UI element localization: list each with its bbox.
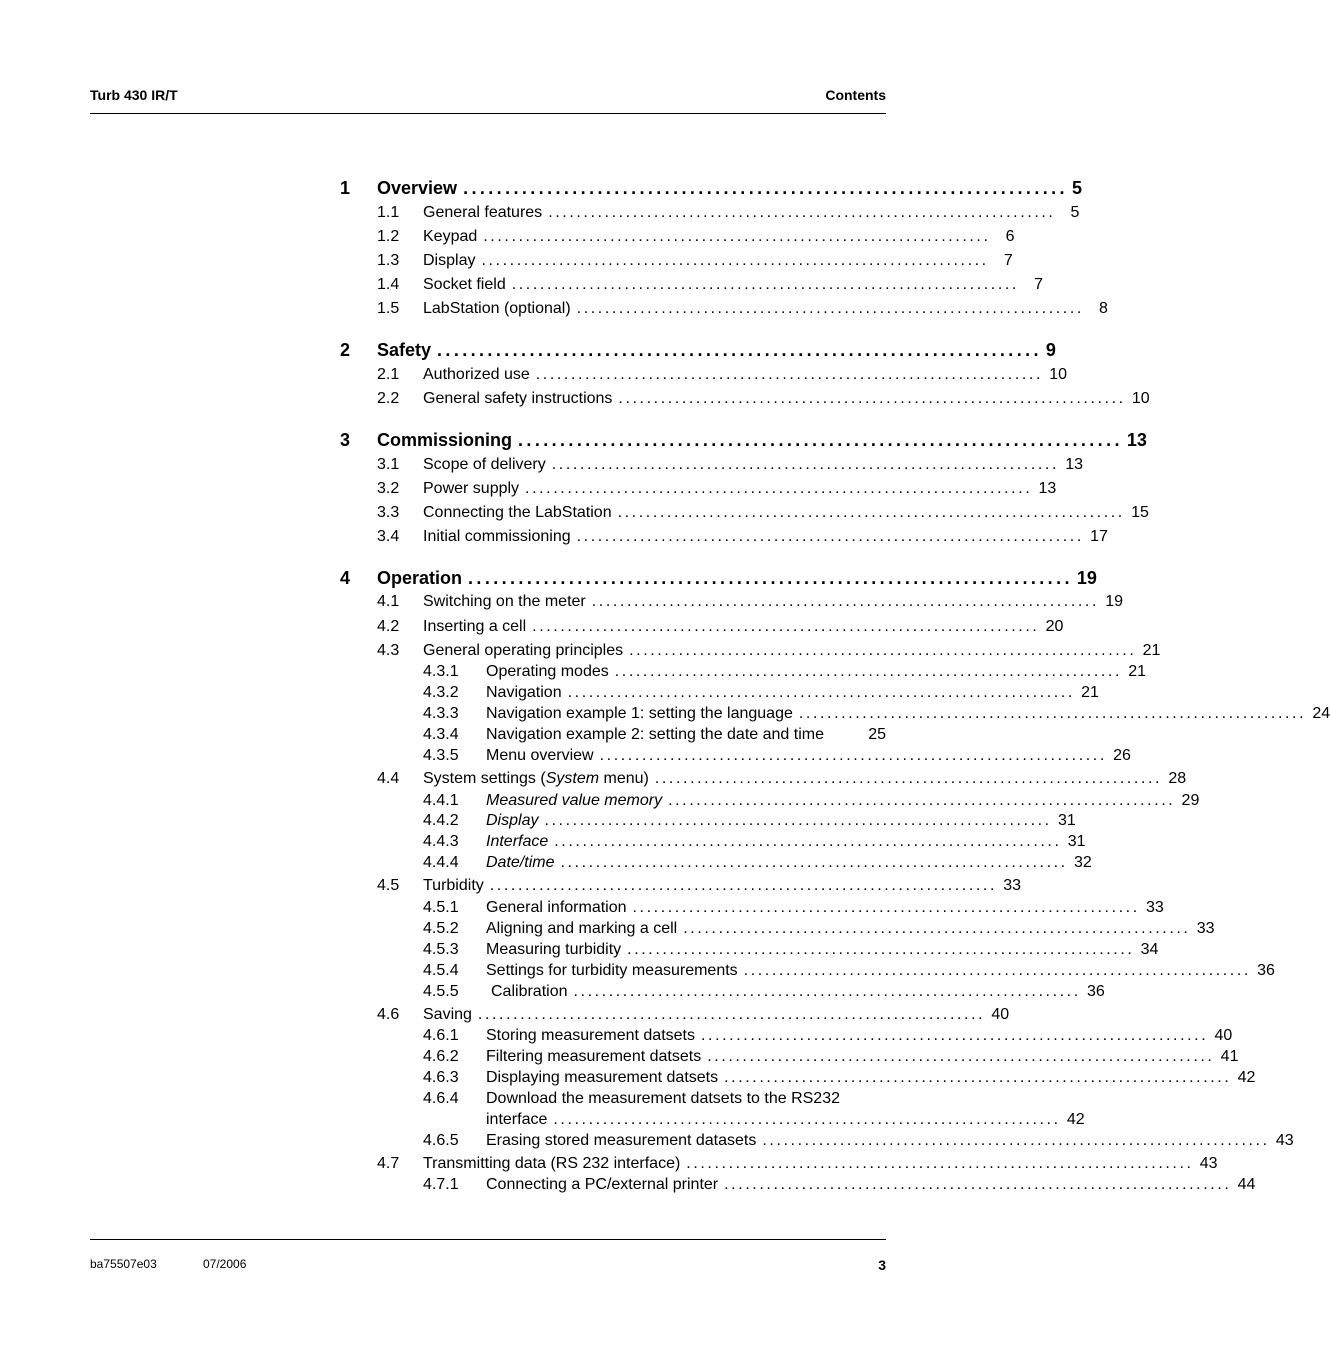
toc-number: 4.6.3 [423,1069,459,1086]
toc-page: 19 [1105,593,1124,610]
toc-page: 13 [1038,480,1057,497]
toc-title: Inserting a cell [423,618,527,635]
toc-page: 6 [1005,228,1015,245]
toc-number: 1.1 [377,204,400,221]
toc-number: 4 [340,568,351,588]
toc-subsection-4-3-4[interactable] [340,724,886,745]
toc-section-1-2[interactable]: 1.2 Keypad ........................................................................ 6 [340,226,886,248]
toc-page: 7 [1003,252,1013,269]
toc-number: 3 [340,430,351,450]
toc-title: Turbidity [423,877,484,894]
footer-rule [90,1239,886,1240]
toc-number: 4.6.2 [423,1048,459,1065]
toc-page: 33 [1003,877,1022,894]
toc-number: 4.5.1 [423,899,459,916]
toc-section-4-7[interactable]: 4.7 Transmitting data (RS 232 interface) ........................................................................ 43 [340,1153,886,1175]
toc-chapter-2[interactable]: 2 Safety ........................................................................ 9 [340,340,1056,360]
toc-title: Scope of delivery [423,456,546,473]
toc-page: 25 [868,726,886,743]
toc-subsection-4-6-2[interactable]: 4.6.2 Filtering measurement datsets ........................................................................ 41 [423,1048,1239,1065]
toc-number: 4.1 [377,593,400,610]
document-date: 07/2006 [203,1257,247,1271]
toc-number: 2.2 [377,390,400,407]
toc-number: 4.3.1 [423,663,459,680]
toc-title: interface [486,1111,548,1128]
toc-number: 4.7 [377,1155,400,1172]
toc-title: General features [423,204,543,221]
page-number: 3 [878,1257,886,1273]
toc-number: 4.5.4 [423,962,459,979]
toc-number: 4.4 [377,770,400,787]
toc-section-4-1[interactable]: 4.1 Switching on the meter ........................................................................ 19 [340,591,886,613]
toc-section-4-6[interactable]: 4.6 Saving ........................................................................ 40 [340,1004,886,1026]
toc-page: 28 [1168,770,1187,787]
toc-section-3-4[interactable]: 3.4 Initial commissioning ........................................................................ 17 [340,526,886,548]
toc-number: 3.1 [377,456,400,473]
toc-subsection-4-6-3[interactable]: 4.6.3 Displaying measurement datsets ........................................................................ 42 [423,1069,1256,1086]
toc-subsection-4-6-4[interactable] [340,1088,886,1109]
toc-section-1-5[interactable]: 1.5 LabStation (optional) ........................................................................ 8 [340,298,886,320]
toc-number: 4.5.2 [423,920,459,937]
toc-title: Displaying measurement datsets [486,1069,719,1086]
toc-page: 32 [1073,854,1092,871]
toc-number: 4.5.5 [423,983,459,1000]
toc-chapter-3[interactable]: 3 Commissioning ........................................................................ 13 [340,430,1147,450]
toc-page: 10 [1049,366,1067,383]
toc-number: 1.3 [377,252,400,269]
toc-number: 4.3.4 [423,726,459,743]
toc-title: Measured value memory [486,792,663,809]
toc-page: 43 [1275,1132,1294,1149]
toc-subsection-4-3-2[interactable]: 4.3.2 Navigation ........................................................................ 21 [423,684,1099,701]
toc-page: 13 [1126,430,1147,450]
toc-page: 40 [991,1006,1010,1023]
toc-number: 1.5 [377,300,400,317]
toc-number: 3.2 [377,480,400,497]
toc-title: Saving [423,1006,472,1023]
toc-section-4-3[interactable]: 4.3 General operating principles ........................................................................ 21 [340,640,886,662]
toc-subsection-4-5-1[interactable]: 4.5.1 General information ........................................................................ 33 [423,899,1164,916]
toc-page: 20 [1045,618,1064,635]
toc-subsection-4-3-1[interactable]: 4.3.1 Operating modes ........................................................................ 21 [423,663,1146,680]
toc-title: Measuring turbidity [486,941,622,958]
toc-number: 1.4 [377,276,400,293]
toc-page: 42 [1237,1069,1256,1086]
toc-section-1-3[interactable]: 1.3 Display ........................................................................ 7 [340,250,886,272]
toc-number: 2 [340,340,351,360]
toc-section-2-2[interactable]: 2.2 General safety instructions ........................................................................ 10 [340,388,886,410]
toc-title: Download the measurement datsets to the RS232 [486,1090,840,1107]
toc-title: Erasing stored measurement datasets [486,1132,757,1149]
toc-subsection-4-3-3[interactable]: 4.3.3 Navigation example 1: setting the language ........................................................................ 24 [423,705,1330,722]
toc-title: Filtering measurement datsets [486,1048,702,1065]
toc-title: General safety instructions [423,390,613,407]
toc-title: Safety [377,340,432,360]
toc-title: Aligning and marking a cell [486,920,678,937]
toc-title: Menu overview [486,747,594,764]
toc-subsection-4-4-4[interactable]: 4.4.4 Date/time ........................................................................ 32 [423,854,1092,871]
toc-title: Commissioning [377,430,513,450]
toc-title: Interface [486,833,549,850]
toc-title: Storing measurement datsets [486,1027,695,1044]
toc-title: Settings for turbidity measurements [486,962,738,979]
toc-number: 4.6 [377,1006,400,1023]
toc-page: 31 [1057,812,1076,829]
running-header-section: Contents [825,87,886,103]
toc-page: 19 [1076,568,1097,588]
toc-title: General information [486,899,627,916]
running-header-title: Turb 430 IR/T [90,87,178,103]
toc-title: Display [423,252,476,269]
toc-subsection-4-4-1[interactable]: 4.4.1 Measured value memory ........................................................................ 29 [423,792,1200,809]
toc-number: 1 [340,178,351,198]
toc-number: 3.3 [377,504,400,521]
toc-number: 4.4.4 [423,854,459,871]
toc-subsection-4-3-5[interactable]: 4.3.5 Menu overview ........................................................................ 26 [423,747,1131,764]
toc-section-3-2[interactable]: 3.2 Power supply ........................................................................ 13 [340,478,886,500]
toc-title: Keypad [423,228,478,245]
toc-page: 10 [1131,390,1150,407]
toc-number: 4.6.5 [423,1132,459,1149]
toc-number: 4.7.1 [423,1176,459,1193]
toc-subsection-4-6-1[interactable]: 4.6.1 Storing measurement datsets ........................................................................ 40 [423,1027,1233,1044]
toc-number: 4.3.3 [423,705,459,722]
toc-section-3-3[interactable]: 3.3 Connecting the LabStation ........................................................................ 15 [340,502,886,524]
toc-subsection-4-6-5[interactable]: 4.6.5 Erasing stored measurement datasets ........................................................................ 43 [423,1132,1294,1149]
toc-title: Connecting the LabStation [423,504,612,521]
toc-title: Switching on the meter [423,593,586,610]
toc-page: 15 [1131,504,1149,521]
toc-page: 33 [1145,899,1164,916]
toc-page: 33 [1196,920,1215,937]
toc-title: Socket field [423,276,506,293]
toc-page: 8 [1099,300,1108,317]
toc-number: 1.2 [377,228,400,245]
toc-title: Navigation [486,684,562,701]
toc-title: Navigation example 2: setting the date and time [486,726,824,743]
toc-title: Transmitting data (RS 232 interface) [423,1155,681,1172]
toc-section-2-1[interactable]: 2.1 Authorized use ........................................................................ 10 [340,364,886,386]
toc-subsection-4-5-4[interactable]: 4.5.4 Settings for turbidity measurements ........................................................................ 36 [423,962,1275,979]
toc-section-4-4[interactable]: 4.4 System settings (System menu) ........................................................................ 28 [340,768,886,790]
toc-title: Display [486,812,539,829]
toc-section-4-2[interactable]: 4.2 Inserting a cell ........................................................................ 20 [340,616,886,638]
toc-number: 3.4 [377,528,400,545]
toc-number: 4.3.5 [423,747,459,764]
toc-page: 42 [1066,1111,1085,1128]
toc-title: Overview [377,178,458,198]
toc-number: 4.4.3 [423,833,459,850]
toc-page: 36 [1086,983,1105,1000]
toc-subsection-4-4-3[interactable]: 4.4.3 Interface ........................................................................ 31 [423,833,1086,850]
toc-number: 4.2 [377,618,400,635]
toc-subsection-4-5-3[interactable]: 4.5.3 Measuring turbidity ........................................................................ 34 [423,941,1159,958]
toc-section-3-1[interactable]: 3.1 Scope of delivery ........................................................................ 13 [340,454,886,476]
toc-title: Navigation example 1: setting the language [486,705,793,722]
toc-page: 5 [1071,178,1082,198]
toc-title: System settings (System menu) [423,770,649,787]
toc-title: LabStation (optional) [423,300,571,317]
toc-title: Power supply [423,480,520,497]
toc-number: 4.5 [377,877,400,894]
toc-page: 29 [1181,792,1200,809]
toc-page: 7 [1034,276,1043,293]
toc-page: 31 [1067,833,1086,850]
toc-section-1-1[interactable]: 1.1 General features ........................................................................ 5 [340,202,886,224]
toc-section-4-5[interactable]: 4.5 Turbidity ........................................................................ 33 [340,875,886,897]
toc-title: Operating modes [486,663,609,680]
toc-page: 9 [1045,340,1056,360]
toc-page: 40 [1214,1027,1233,1044]
toc-page: 21 [1081,684,1099,701]
toc-page: 21 [1142,642,1161,659]
document-code: ba75507e03 [90,1257,157,1271]
toc-number: 4.3.2 [423,684,459,701]
toc-section-1-4[interactable]: 1.4 Socket field ........................................................................ 7 [340,274,886,296]
toc-page: 44 [1237,1176,1256,1193]
toc-subsection-4-5-2[interactable]: 4.5.2 Aligning and marking a cell ........................................................................ 33 [423,920,1215,937]
toc-page: 17 [1090,528,1108,545]
toc-page: 26 [1113,747,1131,764]
toc-page: 5 [1070,204,1080,221]
toc-number: 4.5.3 [423,941,459,958]
toc-number: 4.3 [377,642,400,659]
toc-number: 4.4.1 [423,792,459,809]
toc-number: 4.6.4 [423,1090,459,1107]
toc-title: General operating principles [423,642,624,659]
toc-page: 13 [1065,456,1083,473]
toc-number: 4.4.2 [423,812,459,829]
header-rule [90,113,886,114]
toc-subsection-4-4-2[interactable]: 4.4.2 Display ........................................................................ 31 [423,812,1076,829]
toc-subsection-4-7-1[interactable]: 4.7.1 Connecting a PC/external printer ........................................................................ 44 [423,1176,1256,1193]
toc-title: Calibration [491,983,568,1000]
toc-chapter-4[interactable]: 4 Operation ........................................................................ 19 [340,568,1097,588]
toc-title: Operation [377,568,463,588]
toc-subsection-4-6-4-continued[interactable]: interface ........................................................................ 42 [486,1111,1085,1128]
toc-title: Date/time [486,854,555,871]
toc-page: 21 [1128,663,1146,680]
toc-page: 34 [1140,941,1159,958]
toc-page: 41 [1220,1048,1239,1065]
toc-title: Initial commissioning [423,528,571,545]
toc-number: 4.6.1 [423,1027,459,1044]
toc-page: 43 [1199,1155,1218,1172]
toc-page: 36 [1257,962,1275,979]
toc-chapter-1[interactable]: 1 Overview ........................................................................ 5 [340,178,1082,198]
toc-page: 24 [1312,705,1330,722]
toc-title: Authorized use [423,366,530,383]
toc-subsection-4-5-5[interactable]: 4.5.5 Calibration ........................................................................ 36 [423,983,1105,1000]
toc-title: Connecting a PC/external printer [486,1176,719,1193]
toc-number: 2.1 [377,366,400,383]
